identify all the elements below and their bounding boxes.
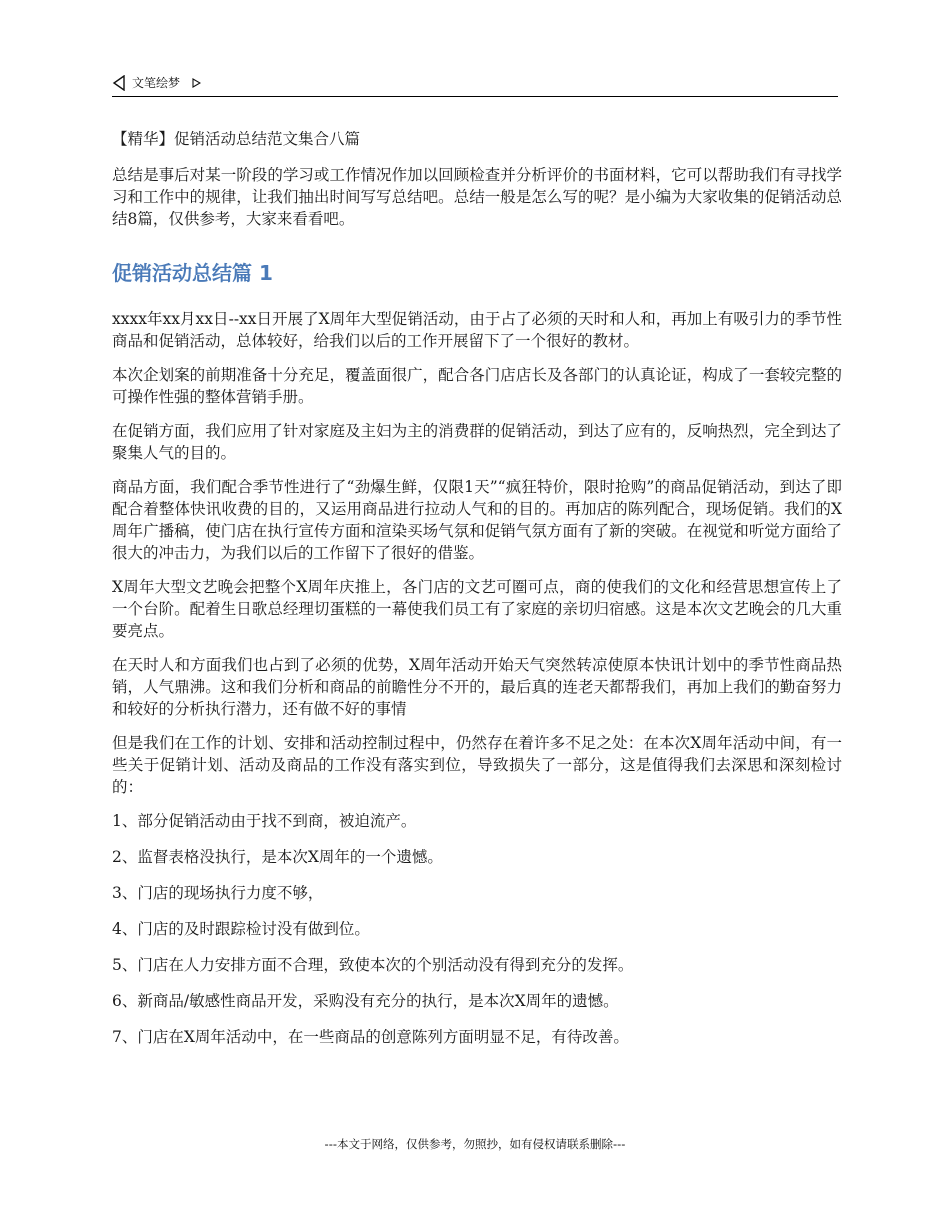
document-title: 【精华】促销活动总结范文集合八篇 xyxy=(112,130,361,148)
brand xyxy=(112,74,201,91)
list-item: 3、门店的现场执行力度不够， xyxy=(112,884,324,902)
list-item: 2、监督表格没执行，是本次X周年的一个遗憾。 xyxy=(112,848,443,866)
brand-text: 文笔绘梦 xyxy=(132,76,181,90)
list-item: 1、部分促销活动由于找不到商，被迫流产。 xyxy=(112,812,417,830)
triangle-left-icon xyxy=(112,75,126,91)
list-item: 4、门店的及时跟踪检讨没有做到位。 xyxy=(112,920,370,938)
body-paragraph: 在天时人和方面我们也占到了必须的优势，X周年活动开始天气突然转凉使原本快讯计划中的季节性商品热销，人气鼎沸。这和我们分析和商品的前瞻性分不开的，最后真的连老天都帮我们，再加上我们的勤奋努力和较好的分析执行潜力，还有做不好的事情 xyxy=(112,656,842,718)
triangle-right-icon xyxy=(192,78,201,88)
intro-paragraph: 总结是事后对某一阶段的学习或工作情况作加以回顾检查并分析评价的书面材料，它可以帮助我们有寻找学习和工作中的规律，让我们抽出时间写写总结吧。总结一般是怎么写的呢？是小编为大家收集的促销活动总结8篇，仅供参考，大家来看看吧。 xyxy=(112,166,842,228)
body-paragraph: 本次企划案的前期准备十分充足，覆盖面很广，配合各门店店长及各部门的认真论证，构成了一套较完整的可操作性强的整体营销手册。 xyxy=(112,366,842,406)
body-paragraph: 在促销方面，我们应用了针对家庭及主妇为主的消费群的促销活动，到达了应有的，反响热烈，完全到达了聚集人气的目的。 xyxy=(112,422,842,462)
list-item: 6、新商品/敏感性商品开发，采购没有充分的执行，是本次X周年的遗憾。 xyxy=(112,992,619,1010)
list-item: 5、门店在人力安排方面不合理，致使本次的个别活动没有得到充分的发挥。 xyxy=(112,956,634,974)
document-body xyxy=(112,128,842,1062)
body-paragraph: 但是我们在工作的计划、安排和活动控制过程中，仍然存在着许多不足之处：在本次X周年活动中间，有一些关于促销计划、活动及商品的工作没有落实到位，导致损失了一部分，这是值得我们去深思和深刻检讨的： xyxy=(112,734,842,796)
page-header xyxy=(112,72,838,97)
page-footer: ---本文于网络，仅供参考，勿照抄，如有侵权请联系删除--- xyxy=(324,1137,626,1151)
section-heading: 促销活动总结篇 1 xyxy=(112,261,273,285)
body-paragraph: X周年大型文艺晚会把整个X周年庆推上，各门店的文艺可圈可点，商的使我们的文化和经营思想宣传上了一个台阶。配着生日歌总经理切蛋糕的一幕使我们员工有了家庭的亲切归宿感。这是本次文艺晚会的几大重要亮点。 xyxy=(112,578,842,640)
body-paragraph: xxxx年xx月xx日--xx日开展了X周年大型促销活动，由于占了必须的天时和人和，再加上有吸引力的季节性商品和促销活动，总体较好，给我们以后的工作开展留下了一个很好的教材。 xyxy=(112,310,842,350)
body-paragraph: 商品方面，我们配合季节性进行了“劲爆生鲜，仅限1天”“疯狂特价，限时抢购”的商品促销活动，到达了即配合着整体快讯收费的目的，又运用商品进行拉动人气和的目的。再加店的陈列配合，现场促销。我们的X周年广播稿，使门店在执行宣传方面和渲染买场气氛和促销气氛方面有了新的突破。在视觉和听觉方面给了很大的冲击力，为我们以后的工作留下了很好的借鉴。 xyxy=(112,478,842,562)
list-item: 7、门店在X周年活动中，在一些商品的创意陈列方面明显不足，有待改善。 xyxy=(112,1028,629,1046)
